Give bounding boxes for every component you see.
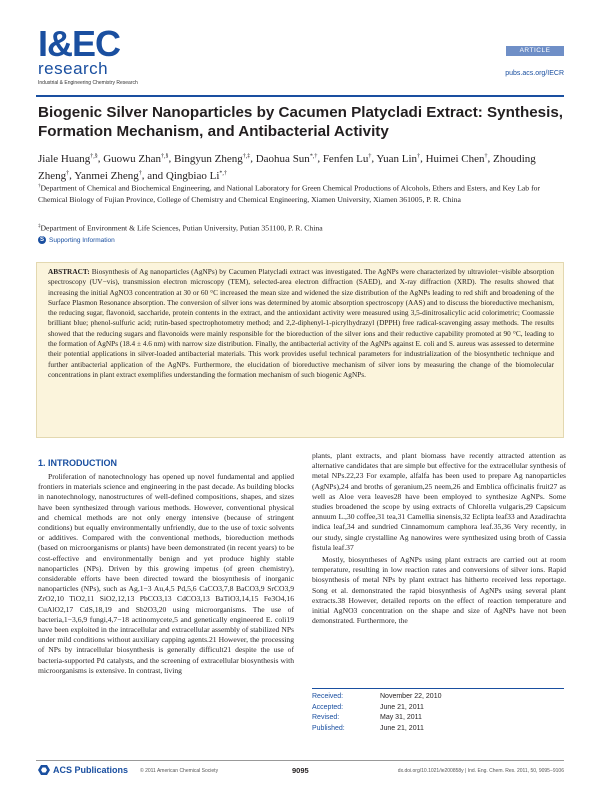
author-affiliation-mark: † — [368, 153, 372, 159]
author: Yuan Lin† — [376, 152, 421, 165]
acs-publications-logo — [38, 765, 128, 775]
author-affiliation-mark: *,† — [309, 153, 318, 159]
author-affiliation-mark: † — [138, 170, 142, 177]
abstract-label: ABSTRACT: — [48, 267, 90, 276]
affiliation-2-mark: ‡ — [38, 224, 41, 229]
date-label: Received: — [312, 693, 344, 700]
abstract-text: Biosynthesis of Ag nanoparticles (AgNPs) by Cacumen Platycladi extract was investigated. The AgNPs were characterized by ultraviolet−visible absorption spectroscopy (UV−vis), transmission electron microscopy (TEM), selected-area electron diffraction (SAED), and X-ray diffraction (XRD). The results showed that increasing the initial AgNO3 concentration at 30 or 60 °C increased the mean size and widened the size distribution of the AgNPs leading to red shift and broadening of the Surface Plasmon Resonance absorption. The conversion of silver ions was determined by atomic absorption spectroscopy (AAS) and to discuss the bioreductive mechanism, the reducing sugar, flavonoid, saccharide, protein contents in the extract, and the antioxidant activity were measured using 3,5-dinitrosalicylic acid colorimetric; Coomassie brilliant blue; phenol-sulfuric acid; rutin-based spectrophotometry method; and 2,2-diphenyl-1-picrylhydrazyl (DPPH) free radical-scavenging assay methods. The results showed that the reducing sugars and flavonoids were mainly responsible for the bioreduction of the silver ions and their reductive capability promoted at 90 °C, leading to the formation of AgNPs (18.4 ± 4.6 nm) with narrow size distribution. Finally, the antibacterial activity of the AgNPs against E. coli and S. aureus was assessed to determine their potential applications in silver-loaded antibacterial materials. This work provides useful technical parameters for industrialization of the biosynthetic technique and further antibacterial application of the AgNPs. Furthermore, the elucidation of bioreductive mechanism of silver ions by measuring the change of the biomolecular concentrations in plant extract exemplifies understanding the formation mechanism of such biogenic AgNPs. — [48, 267, 554, 379]
paper-title: Biogenic Silver Nanoparticles by Cacumen Platycladi Extract: Synthesis, Formation Mechanism, and Antibacterial Activity — [38, 104, 563, 140]
affiliation-1 — [38, 181, 564, 205]
affiliation-2-text: Department of Environment & Life Sciences, Putian University, Putian 351100, P. R. China — [40, 223, 323, 233]
author-affiliation-mark: † — [66, 170, 70, 177]
copyright: © 2011 American Chemical Society — [140, 768, 219, 774]
footer-divider — [36, 760, 564, 761]
author: Yanmei Zheng† — [74, 169, 142, 182]
affiliation-1-mark: † — [38, 184, 41, 189]
supporting-info-label: Supporting Information — [49, 236, 115, 244]
date-value: June 21, 2011 — [380, 703, 424, 711]
author: Bingyun Zheng†,‡ — [173, 152, 251, 165]
logo-tagline: Industrial & Engineering Chemistry Research — [38, 80, 138, 86]
logo-sub: research — [38, 59, 109, 78]
author: and Qingbiao Li*,† — [147, 169, 227, 182]
supporting-info-link[interactable] — [38, 236, 115, 244]
intro-paragraph-1: Proliferation of nanotechnology has opened up novel fundamental and applied frontiers in materials science and engineering in the past decade. As building blocks in nanotechnology, nanostructures of well-defined compositions, shapes, and sizes have been synthesized through various methods. However, conventional physical and chemical methods are not only energy intensive (because of stringent conditions) but equally environmentally unfriendly, due to the use of toxic solvents or additives. Compared with the conventional methods, bioreduction methods (based on microorganisms or plants) have been demonstrated (in recent years) to be cost-effective and environmentally benign and yet produce highly stable nanoparticles (NPs). Driven by this growing impetus (of green chemistry), considerable efforts have been directed toward the biosynthesis of inorganic nanoparticles (NPs), such as Ag,1−3 Au,4,5 Pd,5,6 CaCO3,7,8 BaCO3,9 SrCO3,9 ZrO2,10 TiO2,11 SiO2,12,13 PbCO3,13 CdCO3,13 BaTiO3,14,15 Fe3O4,16 CuAlO2,17 CdS,18,19 and Sb2O3,20 using microorganisms. The use of bacteria,1−3,6,9 fungi,4,7−18 actinomycete,5 and genetically engineered E. coli19 have been exploited in the intracellular and extracellular assembly of stabilized NPs under mild conditions without auxiliary capping agents.21 However, the processing of NPs by intracellular biosynthesis is generally difficult21 despite the use of bacteria-supported Pd catalysts, and the screening of extracellular biosynthesis with microorganisms is extensive. In contrast, living — [38, 472, 294, 675]
affiliation-2 — [38, 221, 564, 234]
date-value: May 31, 2011 — [380, 714, 422, 722]
journal-logo — [38, 23, 138, 86]
date-label: Accepted: — [312, 703, 344, 711]
author-affiliation-mark: †,§ — [160, 153, 169, 159]
logo-main: I&EC — [38, 23, 121, 64]
date-label: Published: — [312, 724, 345, 732]
date-label: Revised: — [312, 714, 340, 722]
dates-divider — [312, 688, 564, 689]
intro-paragraph-3: Mostly, biosyntheses of AgNPs using plant extracts are carried out at room temperature, resulting in low reaction rates and conversions of silver ions. Rapid biosynthesis of metal NPs by plant extract has hitherto received less reportage. Song et al. demonstrated the rapid biosynthesis of AgNPs using several plant extracts.38 However, detailed reports on the effect of reaction temperature and initial AgNO3 concentration on the shape and size of AgNPs have not been demonstrated. Furthermore, the — [312, 555, 566, 626]
author-affiliation-mark: *,† — [219, 170, 227, 177]
author: Guowu Zhan†,§ — [103, 152, 169, 165]
author-affiliation-mark: † — [484, 153, 488, 159]
intro-paragraph-2: plants, plant extracts, and plant biomass have recently attracted attention as alternative candidates that are simple but effective for the extracellular synthesis of metal NPs.22,23 For example, alfalfa has been used to prepare Ag nanoparticles (AgNPs),24 and broths of geranium,25 neem,26 and Emblica officinalis fruit27 as well as Aloe vera leaves28 have been employed to synthesize AgNPs. Some studies broadened the scope by using extracts of Chlorella vulgaris,29 Capsicum annuum L.,30 coffee,31 tea,31 Camellia sinensis,32 Eclipta leaf33 and Azadirachta indica leaf,34 and sundried Cinnamomum camphora leaf.35,36 Very recently, in our study, single crystalline Ag nanowires were synthesized using broth of Cassia fistula leaf.37 — [312, 451, 566, 552]
author: Fenfen Lu† — [322, 152, 372, 165]
date-row-published — [312, 724, 564, 735]
date-row-accepted — [312, 703, 564, 714]
date-value: June 21, 2011 — [380, 724, 424, 732]
author-affiliation-mark: †,‡ — [242, 153, 251, 159]
doi-citation[interactable]: dx.doi.org/10.1021/ie200858y | Ind. Eng. Chem. Res. 2011, 50, 9095−9106 — [397, 768, 564, 774]
author: Daohua Sun*,† — [255, 152, 318, 165]
section-heading: 1. INTRODUCTION — [38, 458, 118, 468]
date-value: November 22, 2010 — [380, 693, 442, 700]
author-list: Jiale Huang†,§, Guowu Zhan†,§, Bingyun Zheng†,‡, Daohua Sun*,†, Fenfen Lu†, Yuan Lin†, Huimei Chen†, Zhouding Zheng†, Yanmei Zheng†, and Qingbiao Li*,† — [38, 152, 536, 182]
right-column — [312, 451, 566, 628]
supporting-info-icon: S — [39, 237, 44, 243]
journal-url-link[interactable]: pubs.acs.org/IECR — [505, 70, 564, 77]
date-row-revised — [312, 713, 564, 724]
author-affiliation-mark: †,§ — [90, 153, 98, 159]
publication-dates — [312, 692, 564, 734]
article-badge: ARTICLE — [506, 46, 564, 56]
header-divider — [36, 95, 564, 97]
left-column — [38, 472, 294, 678]
abstract — [48, 267, 554, 380]
page-number: 9095 — [292, 766, 309, 775]
acs-hexagon-icon — [38, 765, 50, 775]
affiliation-1-text: Department of Chemical and Biochemical Engineering, and National Laboratory for Green Chemical Productions of Alcohols, Ethers and Esters, and Key Lab for Chemical Biology of Fujian Province, College of Chemistry and Chemical Engineering, Xiamen University, Xiamen 361005, P. R. China — [38, 183, 541, 204]
author: Zhouding Zheng† — [38, 152, 536, 182]
author-affiliation-mark: † — [417, 153, 421, 159]
acs-logo-text: ACS Publications — [53, 765, 129, 775]
author: Huimei Chen† — [425, 152, 488, 165]
author: Jiale Huang†,§ — [38, 152, 98, 165]
date-row-received — [312, 692, 564, 703]
